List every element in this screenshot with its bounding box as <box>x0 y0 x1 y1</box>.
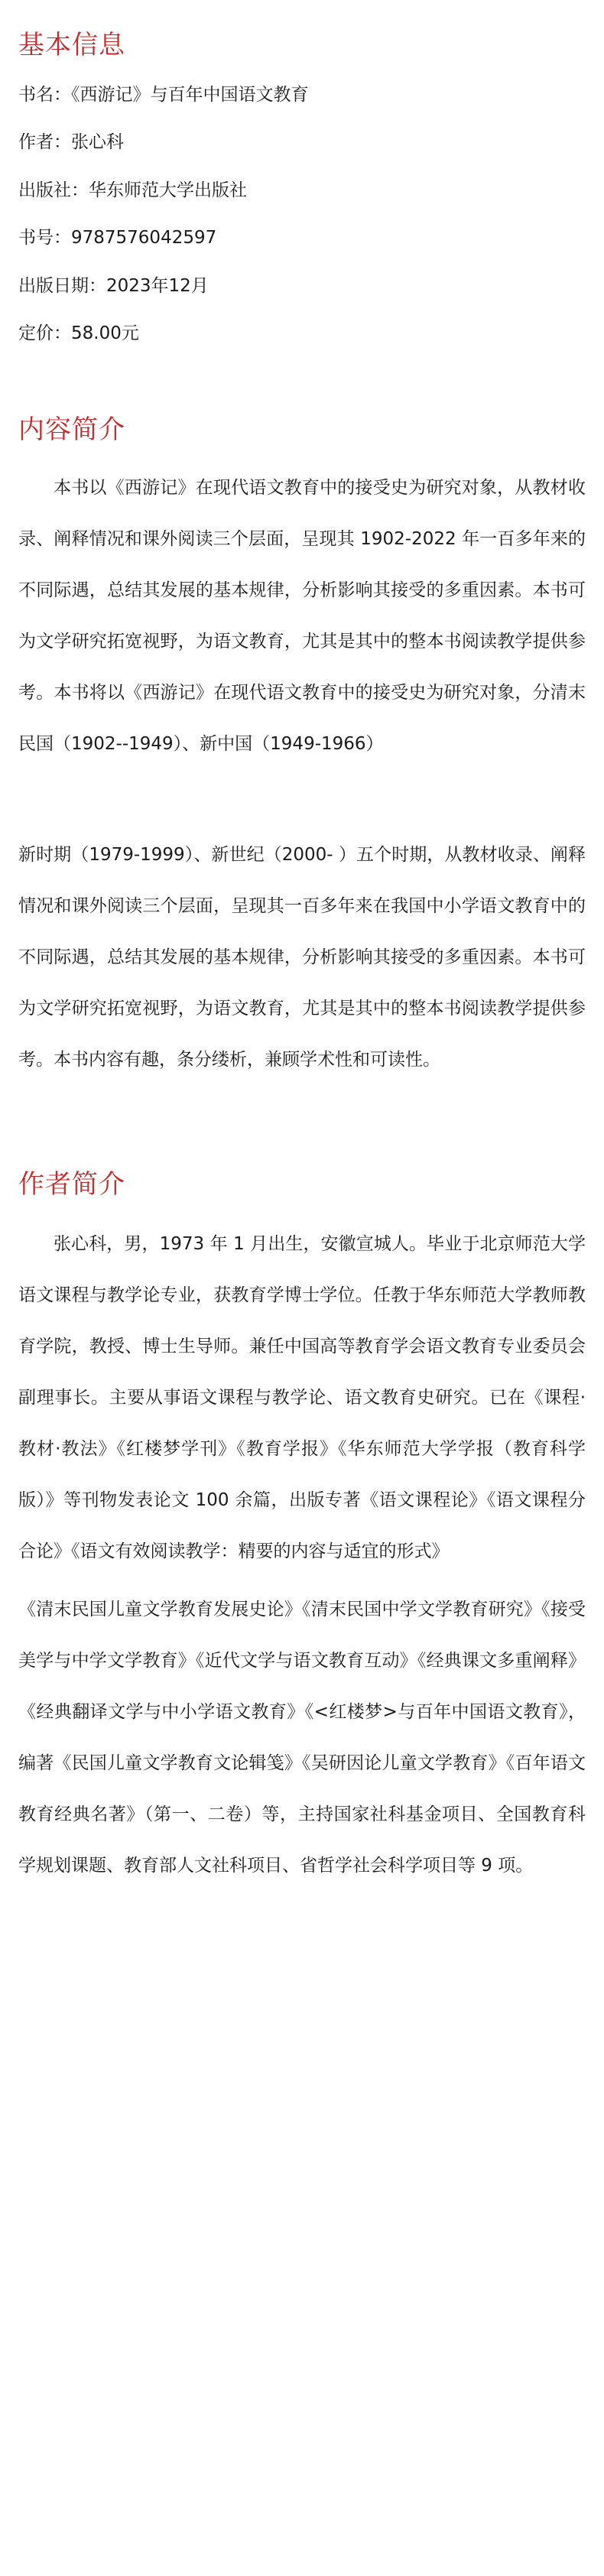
book-publisher-line: 出版社：华东师范大学出版社 <box>18 180 247 200</box>
summary-paragraph-1: 本书以《西游记》在现代语文教育中的接受史为研究对象，从教材收录、阐释情况和课外阅读三个层面，呈现其 1902-2022 年一百多年来的不同际遇，总结其发展的基本规律，分析影响其接受的多重因素。本书可为文学研究拓宽视野，为语文教育，尤其是其中的整本书阅读教学提供参考。本书将以《西游记》在现代语文教育中的接受史为研究对象，分清末民国（1902--1949）、新中国（1949-1966） <box>18 478 586 754</box>
author-heading: 作者简介 <box>18 1169 125 1200</box>
book-date-line: 出版日期：2023年12月 <box>18 276 209 296</box>
author-paragraph-2: 《清末民国儿童文学教育发展史论》《清末民国中学文学教育研究》《接受美学与中学文学教育》《近代文学与语文教育互动》《经典课文多重阐释》《经典翻译文学与中小学语文教育》《<红楼梦>与百年中国语文教育》，编著《民国儿童文学教育文论辑笺》《吴研因论儿童文学教育》《百年语文教育经典名著》（第一、二卷）等，主持国家社科基金项目、全国教育科学规划课题、教育部人文社科项目、省哲学社会科学项目等 9 项。 <box>18 1600 586 1876</box>
basic-info-heading: 基本信息 <box>18 30 125 60</box>
summary-heading: 内容简介 <box>18 414 125 445</box>
book-isbn-line: 书号：9787576042597 <box>18 228 217 248</box>
book-title-line: 书名：《西游记》与百年中国语文教育 <box>18 85 309 105</box>
author-paragraph-1: 张心科，男，1973 年 1 月出生，安徽宣城人。毕业于北京师范大学语文课程与教学论专业，获教育学博士学位。任教于华东师范大学教师教育学院，教授、博士生导师。兼任中国高等教育学会语文教育专业委员会副理事长。主要从事语文课程与教学论、语文教育史研究。已在《课程·教材·教法》《红楼梦学刊》《教育学报》《华东师范大学学报（教育科学版）》等刊物发表论文 100 余篇，出版专著《语文课程论》《语文课程分合论》《语文有效阅读教学：精要的内容与适宜的形式》 <box>18 1234 586 1561</box>
book-author-line: 作者：张心科 <box>18 132 124 152</box>
summary-paragraph-2: 新时期（1979-1999）、新世纪（2000- ）五个时期，从教材收录、阐释情况和课外阅读三个层面，呈现其一百多年来在我国中小学语文教育中的不同际遇，总结其发展的基本规律，分析影响其接受的多重因素。本书可为文学研究拓宽视野，为语文教育，尤其是其中的整本书阅读教学提供参考。本书内容有趣，条分缕析，兼顾学术性和可读性。 <box>18 845 586 1070</box>
book-price-line: 定价：58.00元 <box>18 323 139 343</box>
